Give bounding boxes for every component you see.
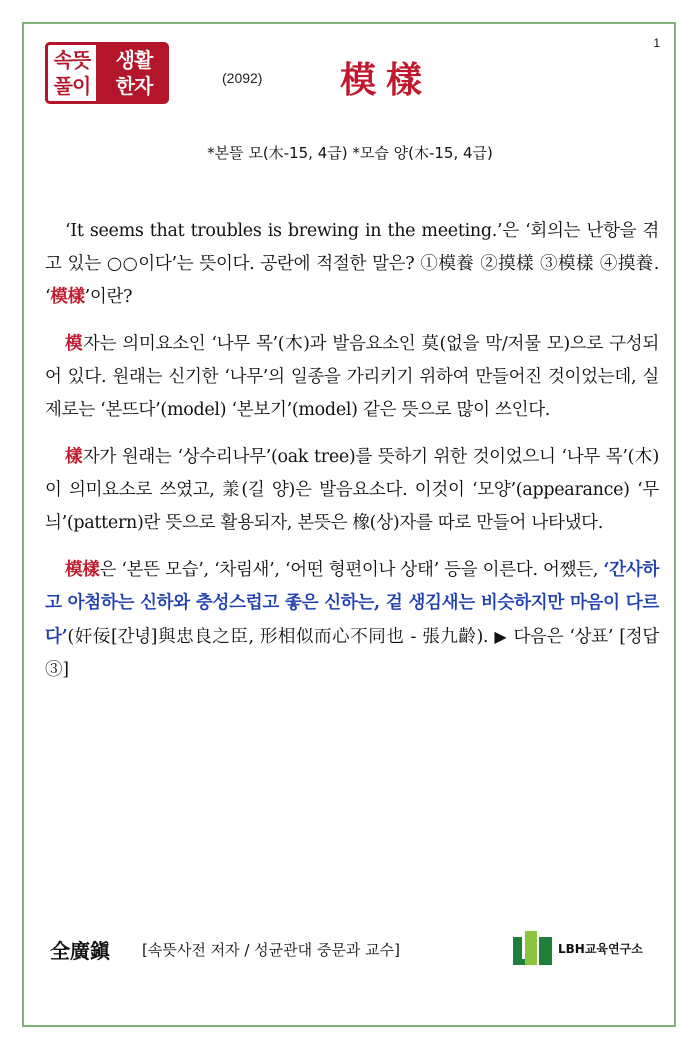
logo-text: 풀이	[53, 74, 91, 98]
text-segment: ‘It seems that troubles is brewing in the meeting.’은 ‘회의는 난항을 겪고 있는 ○○이다’는 뜻이다. 공란에 적절한 말은? ①模養 ②摸樣 ③模樣 ④摸養. ‘	[45, 221, 659, 307]
highlighted-text: 樣	[65, 447, 83, 467]
article-body	[45, 215, 659, 701]
org-logo	[510, 927, 660, 971]
logo-right	[99, 42, 169, 104]
text-segment: (奸佞[간녕]與忠良之臣, 形相似而心不同也 - 張九齡).	[67, 627, 495, 647]
org-name: LBH교육연구소	[558, 942, 643, 956]
text-segment: 다음은 ‘상표’ [정답 ③]	[45, 627, 660, 680]
paragraph	[45, 441, 659, 540]
logo-left	[45, 42, 99, 104]
footer	[50, 927, 660, 977]
logo	[45, 42, 169, 104]
page-title: 模樣	[340, 59, 433, 101]
paragraph	[45, 328, 659, 427]
character-info: *본뜰 모(木-15, 4급) *모습 양(木-15, 4급)	[207, 144, 493, 162]
page-number: 1	[653, 36, 660, 50]
text-segment: 은 ‘본뜬 모습’, ‘차림새’, ‘어떤 형편이나 상태’ 등을 이른다. 어쨌든,	[99, 560, 604, 580]
paragraph	[45, 215, 659, 314]
text-segment: ’이란?	[84, 287, 133, 307]
arrow-icon: ▶	[494, 627, 508, 646]
logo-text: 생활	[115, 48, 153, 72]
doc-number: (2092)	[222, 70, 263, 86]
author-name: 全廣鎭	[50, 939, 110, 963]
highlighted-text: 模	[65, 334, 84, 354]
text-segment: 자가 원래는 ‘상수리나무’(oak tree)를 뜻하기 위한 것이었으니 ‘나무 목’(木)이 의미요소로 쓰였고, 羕(길 양)은 발음요소다. 이것이 ‘모양’(appearance) ‘무늬’(pattern)란 뜻으로 활용되자, 본뜻은 橡(상)자를 따로 만들어 나타냈다.	[45, 447, 659, 533]
highlighted-text: 模樣	[50, 287, 85, 307]
highlighted-text: ‘간사하고 아첨하는 신하와 충성스럽고 좋은 신하는, 겉 생김새는 비슷하지만 마음이 다르다’	[45, 560, 659, 647]
author-info: [속뜻사전 저자 / 성균관대 중문과 교수]	[142, 941, 400, 959]
paragraph	[45, 554, 659, 687]
highlighted-text: 模樣	[65, 560, 100, 580]
logo-text: 한자	[115, 74, 153, 98]
logo-text: 속뜻	[53, 48, 91, 72]
lbh-logo-icon	[510, 927, 554, 971]
text-segment: 자는 의미요소인 ‘나무 목’(木)과 발음요소인 莫(없을 막/저물 모)으로 구성되어 있다. 원래는 신기한 ‘나무’의 일종을 가리키기 위하여 만들어진 것이었는데, 실제로는 ‘본뜨다’(model) ‘본보기’(model) 같은 뜻으로 많이 쓰인다.	[45, 334, 659, 420]
